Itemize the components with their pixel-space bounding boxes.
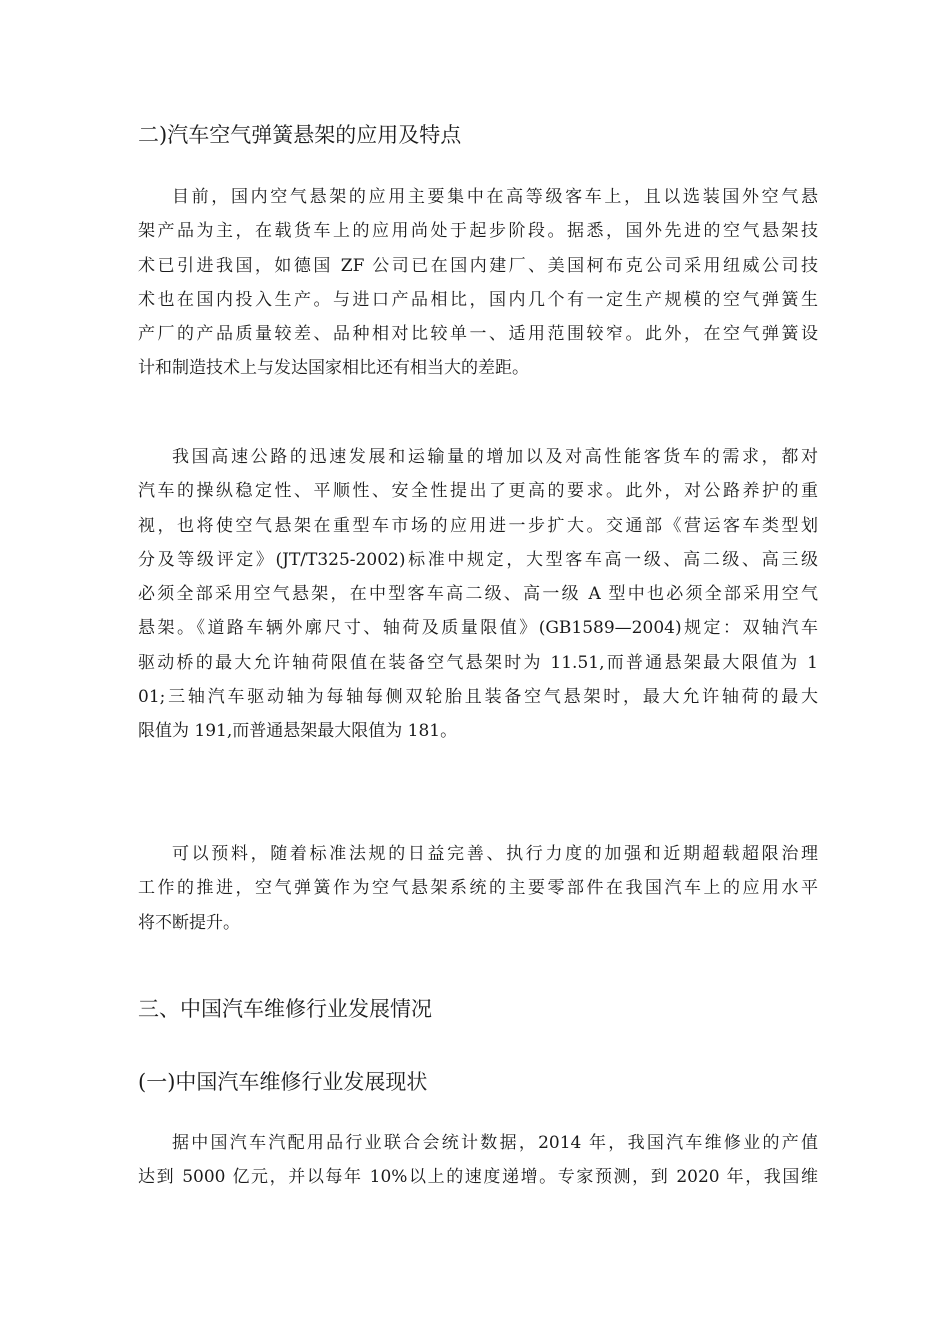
text-line: 工作的推进，空气弹簧作为空气悬架系统的主要零部件在我国汽车上的应用水平 — [138, 878, 818, 899]
text-line: 据中国汽车汽配用品行业联合会统计数据，2014 年，我国汽车维修业的产值 — [172, 1133, 818, 1153]
section-heading-repair-status: (一)中国汽车维修行业发展现状 — [138, 1070, 428, 1094]
paragraph-highway-demand — [138, 440, 818, 749]
text-line: 悬架。《道路车辆外廓尺寸、轴荷及质量限值》(GB1589—2004)规定：双轴汽车 — [138, 618, 818, 639]
text-line: 产厂的产品质量较差、品种相对比较单一、适用范围较窄。此外，在空气弹簧设 — [138, 324, 818, 345]
text-line: 目前，国内空气悬架的应用主要集中在高等级客车上，且以选装国外空气悬 — [172, 187, 818, 207]
text-line: 术也在国内投入生产。与进口产品相比，国内几个有一定生产规模的空气弹簧生 — [138, 289, 818, 310]
text-line: 术已引进我国，如德国 ZF 公司已在国内建厂、美国柯布克公司采用纽威公司技 — [138, 255, 818, 276]
paragraph-domestic-status — [138, 180, 818, 386]
paragraph-outlook — [138, 837, 818, 940]
text-line: 可以预料，随着标准法规的日益完善、执行力度的加强和近期超载超限治理 — [172, 844, 818, 864]
text-line: 架产品为主，在载货车上的应用尚处于起步阶段。据悉，国外先进的空气悬架技 — [138, 221, 818, 242]
section-heading-repair-industry: 三、中国汽车维修行业发展情况 — [138, 997, 432, 1021]
text-line: 限值为 191,而普通悬架最大限值为 181。 — [138, 721, 458, 742]
text-line: 将不断提升。 — [138, 912, 240, 933]
text-line: 我国高速公路的迅速发展和运输量的增加以及对高性能客货车的需求，都对 — [172, 447, 818, 467]
text-line: 汽车的操纵稳定性、平顺性、安全性提出了更高的要求。此外，对公路养护的重 — [138, 481, 818, 502]
text-line: 01;三轴汽车驱动轴为每轴每侧双轮胎且装备空气悬架时，最大允许轴荷的最大 — [138, 687, 818, 708]
section-heading-air-suspension: 二)汽车空气弹簧悬架的应用及特点 — [138, 123, 462, 147]
text-line: 达到 5000 亿元，并以每年 10%以上的速度递增。专家预测，到 2020 年，我国维 — [138, 1167, 818, 1188]
text-line: 视，也将使空气悬架在重型车市场的应用进一步扩大。交通部《营运客车类型划 — [138, 515, 818, 536]
text-line: 必须全部采用空气悬架，在中型客车高二级、高一级 A 型中也必须全部采用空气 — [138, 584, 818, 605]
paragraph-repair-statistics — [138, 1126, 818, 1195]
text-line: 驱动桥的最大允许轴荷限值在装备空气悬架时为 11.51,而普通悬架最大限值为 1 — [138, 652, 818, 673]
text-line: 分及等级评定》(JT/T325-2002)标准中规定，大型客车高一级、高二级、高三级 — [138, 549, 818, 570]
text-line: 计和制造技术上与发达国家相比还有相当大的差距。 — [138, 358, 529, 379]
